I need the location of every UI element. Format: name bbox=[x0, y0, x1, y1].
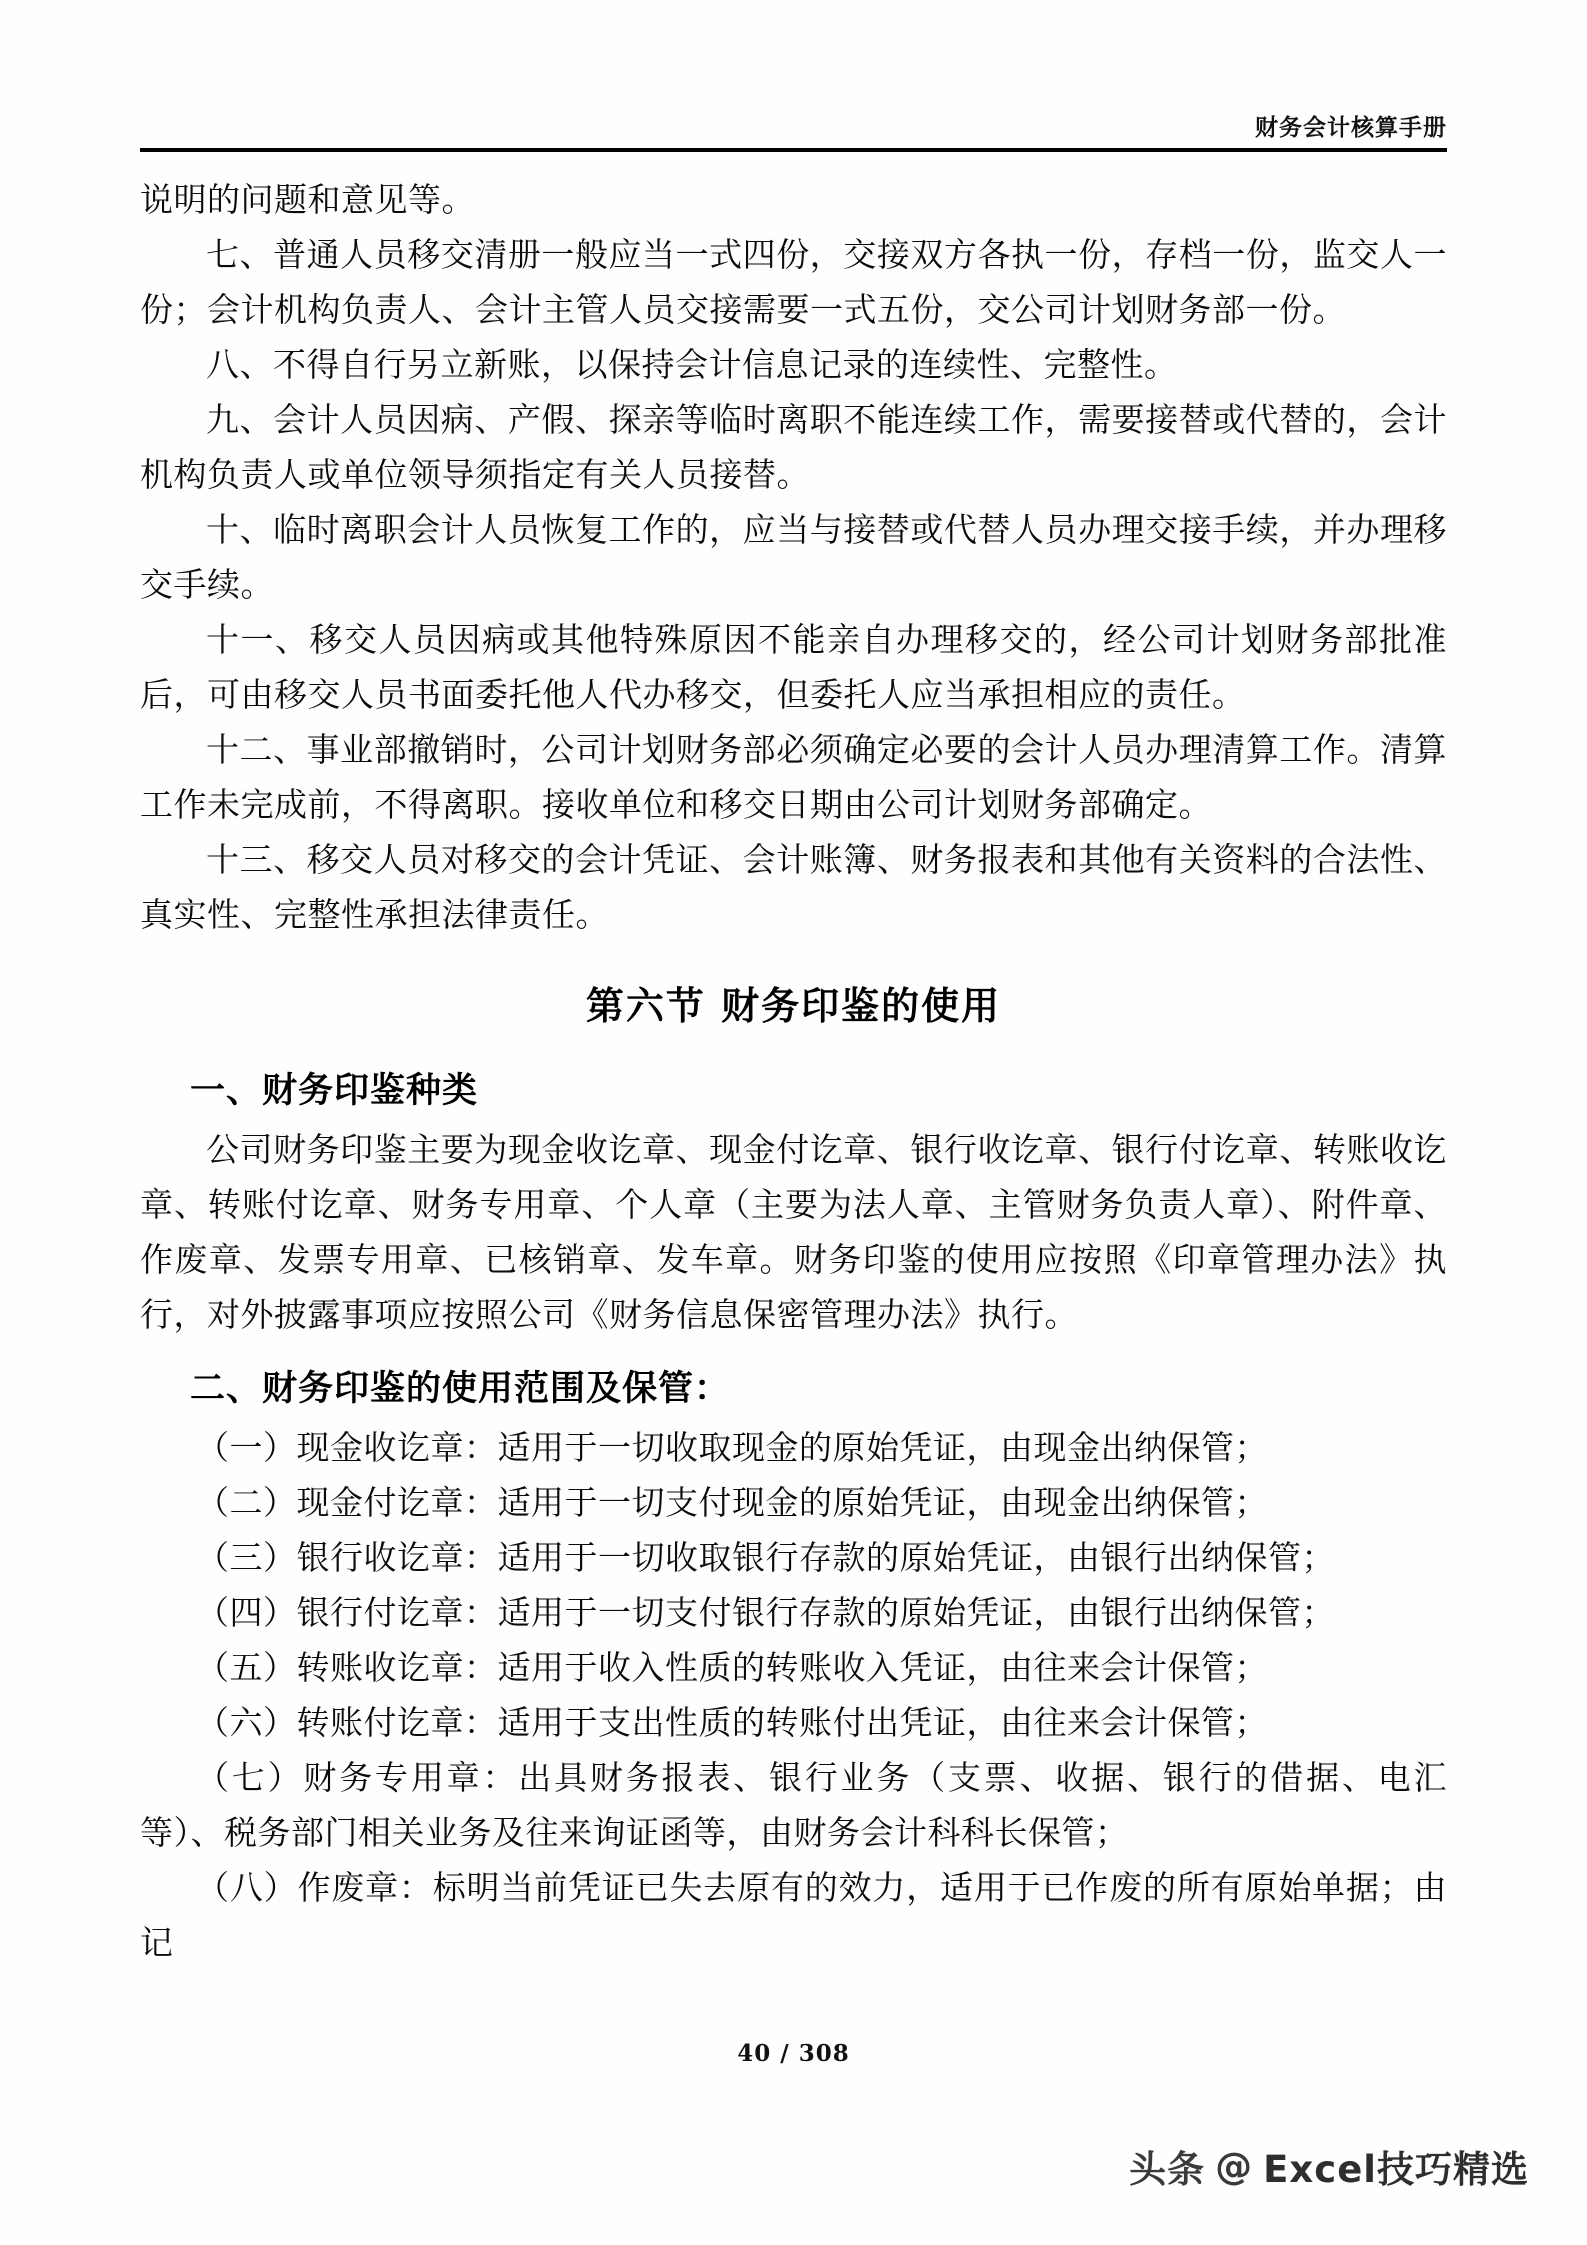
watermark bbox=[1129, 2139, 1529, 2193]
watermark-brand: 头条 bbox=[1129, 2148, 1206, 2191]
seal-item-8: （八）作废章：标明当前凭证已失去原有的效力，适用于已作废的所有原始单据；由记 bbox=[140, 1868, 1447, 1962]
numbered-item-11: 十一、移交人员因病或其他特殊原因不能亲自办理移交的，经公司计划财务部批准后，可由移交人员书面委托他人代办移交，但委托人应当承担相应的责任。 bbox=[140, 620, 1447, 714]
numbered-item-9: 九、会计人员因病、产假、探亲等临时离职不能连续工作，需要接替或代替的，会计机构负责人或单位领导须指定有关人员接替。 bbox=[140, 400, 1447, 494]
seal-item-7: （七）财务专用章：出具财务报表、银行业务（支票、收据、银行的借据、电汇等）、税务部门相关业务及往来询证函等，由财务会计科科长保管； bbox=[140, 1758, 1447, 1852]
seal-item-3: （三）银行收讫章：适用于一切收取银行存款的原始凭证，由银行出纳保管； bbox=[196, 1538, 1335, 1577]
document-content bbox=[140, 172, 1447, 1970]
numbered-item-12: 十二、事业部撤销时，公司计划财务部必须确定必要的会计人员办理清算工作。清算工作未完成前，不得离职。接收单位和移交日期由公司计划财务部确定。 bbox=[140, 730, 1447, 824]
page-number: 40 / 308 bbox=[737, 2040, 850, 2067]
subsection-heading-two: 二、财务印鉴的使用范围及保管： bbox=[190, 1368, 731, 1409]
numbered-item-8: 八、不得自行另立新账，以保持会计信息记录的连续性、完整性。 bbox=[206, 345, 1178, 384]
seal-item-5: （五）转账收讫章：适用于收入性质的转账收入凭证，由往来会计保管； bbox=[196, 1648, 1268, 1687]
continued-paragraph: 说明的问题和意见等。 bbox=[140, 180, 475, 219]
numbered-item-7: 七、普通人员移交清册一般应当一式四份，交接双方各执一份，存档一份，监交人一份；会计机构负责人、会计主管人员交接需要一式五份，交公司计划财务部一份。 bbox=[140, 235, 1447, 329]
subsection-one-paragraph: 公司财务印鉴主要为现金收讫章、现金付讫章、银行收讫章、银行付讫章、转账收讫章、转账付讫章、财务专用章、个人章（主要为法人章、主管财务负责人章）、附件章、作废章、发票专用章、已核销章、发车章。财务印鉴的使用应按照《印章管理办法》执行，对外披露事项应按照公司《财务信息保密管理办法》执行。 bbox=[140, 1130, 1447, 1334]
seal-item-1: （一）现金收讫章：适用于一切收取现金的原始凭证，由现金出纳保管； bbox=[196, 1428, 1268, 1467]
subsection-heading-one: 一、财务印鉴种类 bbox=[190, 1070, 479, 1111]
header-divider bbox=[140, 148, 1447, 152]
seal-item-4: （四）银行付讫章：适用于一切支付银行存款的原始凭证，由银行出纳保管； bbox=[196, 1593, 1335, 1632]
watermark-text: Excel技巧精选 bbox=[1263, 2148, 1529, 2191]
header-title: 财务会计核算手册 bbox=[1255, 114, 1447, 141]
numbered-item-10: 十、临时离职会计人员恢复工作的，应当与接替或代替人员办理交接手续，并办理移交手续。 bbox=[140, 510, 1447, 604]
seal-item-6: （六）转账付讫章：适用于支出性质的转账付出凭证，由往来会计保管； bbox=[196, 1703, 1268, 1742]
page-header bbox=[140, 96, 1447, 152]
watermark-separator: @ bbox=[1215, 2144, 1254, 2188]
section-heading: 第六节 财务印鉴的使用 bbox=[585, 983, 1002, 1028]
seal-item-2: （二）现金付讫章：适用于一切支付现金的原始凭证，由现金出纳保管； bbox=[196, 1483, 1268, 1522]
numbered-item-13: 十三、移交人员对移交的会计凭证、会计账簿、财务报表和其他有关资料的合法性、真实性、完整性承担法律责任。 bbox=[140, 840, 1447, 934]
